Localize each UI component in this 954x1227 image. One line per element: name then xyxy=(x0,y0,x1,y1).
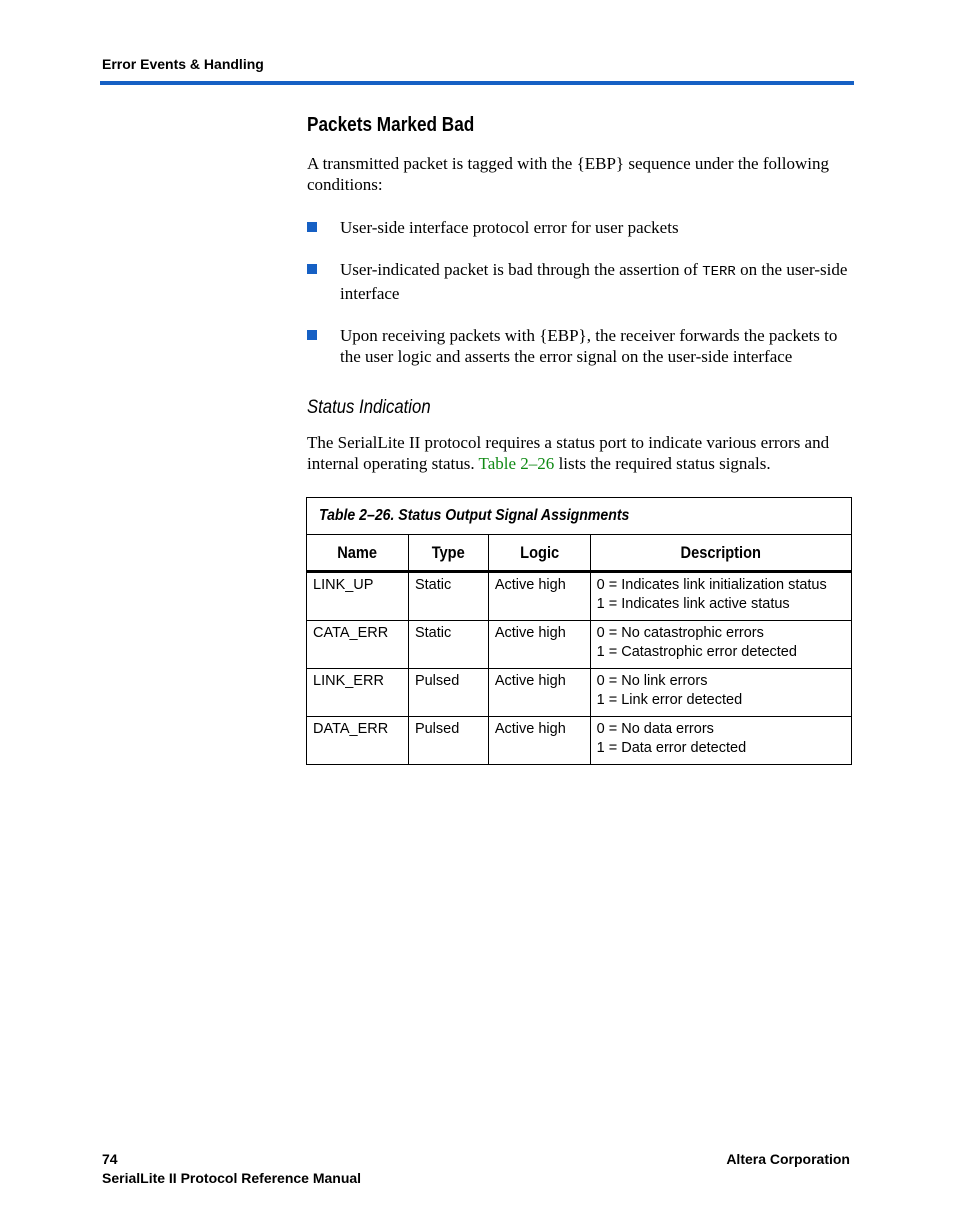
column-header-text: Logic xyxy=(519,542,559,562)
signal-type: Pulsed xyxy=(408,669,488,717)
conditions-list xyxy=(307,217,855,367)
section-title: Packets Marked Bad xyxy=(307,114,475,136)
description-line: 1 = Data error detected xyxy=(596,740,747,756)
list-item-text: Upon receiving packets with {EBP}, the receiver forwards the packets to the user logic and asserts the error signal on the user-side interface xyxy=(340,326,838,366)
status-text-pre: The SerialLite II protocol requires a status port to indicate various errors and internal operating status. xyxy=(307,433,830,473)
signal-logic: Active high xyxy=(488,572,590,621)
signal-logic: Active high xyxy=(488,669,590,717)
footer-left xyxy=(102,1150,361,1188)
signal-name: LINK_UP xyxy=(307,572,409,621)
table-caption xyxy=(307,498,852,535)
table-row xyxy=(307,621,852,669)
column-header-text: Description xyxy=(680,542,762,562)
description-line: 1 = Indicates link active status xyxy=(596,596,790,612)
bullet-square-icon xyxy=(307,330,317,340)
column-header xyxy=(307,535,409,572)
status-text-post: lists the required status signals. xyxy=(554,454,771,473)
column-header xyxy=(408,535,488,572)
description-line: 0 = Indicates link initialization status xyxy=(596,577,827,593)
table-header-row xyxy=(307,535,852,572)
list-item xyxy=(307,259,855,304)
main-content xyxy=(307,114,855,474)
bullet-square-icon xyxy=(307,264,317,274)
signal-code: TERR xyxy=(702,264,736,280)
status-paragraph xyxy=(307,432,855,474)
table-caption-text: Table 2–26. Status Output Signal Assignments xyxy=(319,507,630,524)
table-row xyxy=(307,717,852,765)
signal-name: LINK_ERR xyxy=(307,669,409,717)
signal-type: Static xyxy=(408,572,488,621)
table-row xyxy=(307,572,852,621)
signal-name: DATA_ERR xyxy=(307,717,409,765)
description-line: 1 = Catastrophic error detected xyxy=(596,644,797,660)
header-rule xyxy=(100,81,854,85)
footer-company: Altera Corporation xyxy=(726,1151,850,1167)
signal-name: CATA_ERR xyxy=(307,621,409,669)
signal-description xyxy=(590,621,851,669)
signal-logic: Active high xyxy=(488,621,590,669)
column-header-text: Type xyxy=(431,542,465,562)
table-row xyxy=(307,669,852,717)
description-line: 0 = No link errors xyxy=(596,673,708,689)
list-item-text: User-side interface protocol error for user packets xyxy=(340,218,679,237)
manual-title: SerialLite II Protocol Reference Manual xyxy=(102,1170,362,1186)
column-header xyxy=(488,535,590,572)
column-header xyxy=(590,535,851,572)
signal-description xyxy=(590,669,851,717)
intro-paragraph: A transmitted packet is tagged with the {EBP} sequence under the following conditions: xyxy=(307,154,829,194)
signal-type: Pulsed xyxy=(408,717,488,765)
status-signal-table xyxy=(306,497,852,765)
signal-description xyxy=(590,572,851,621)
description-line: 0 = No data errors xyxy=(596,721,714,737)
column-header-text: Name xyxy=(337,542,378,562)
list-item-text-post: on the user-side interface xyxy=(340,260,848,303)
signal-description xyxy=(590,717,851,765)
running-header: Error Events & Handling xyxy=(102,56,264,72)
subsection-title: Status Indication xyxy=(307,397,431,418)
list-item xyxy=(307,217,855,238)
list-item xyxy=(307,325,855,367)
description-line: 1 = Link error detected xyxy=(596,692,743,708)
bullet-square-icon xyxy=(307,222,317,232)
table-link[interactable]: Table 2–26 xyxy=(478,454,555,473)
signal-type: Static xyxy=(408,621,488,669)
description-line: 0 = No catastrophic errors xyxy=(596,625,764,641)
signal-logic: Active high xyxy=(488,717,590,765)
page-number: 74 xyxy=(102,1151,118,1167)
list-item-text-pre: User-indicated packet is bad through the assertion of xyxy=(340,260,703,279)
